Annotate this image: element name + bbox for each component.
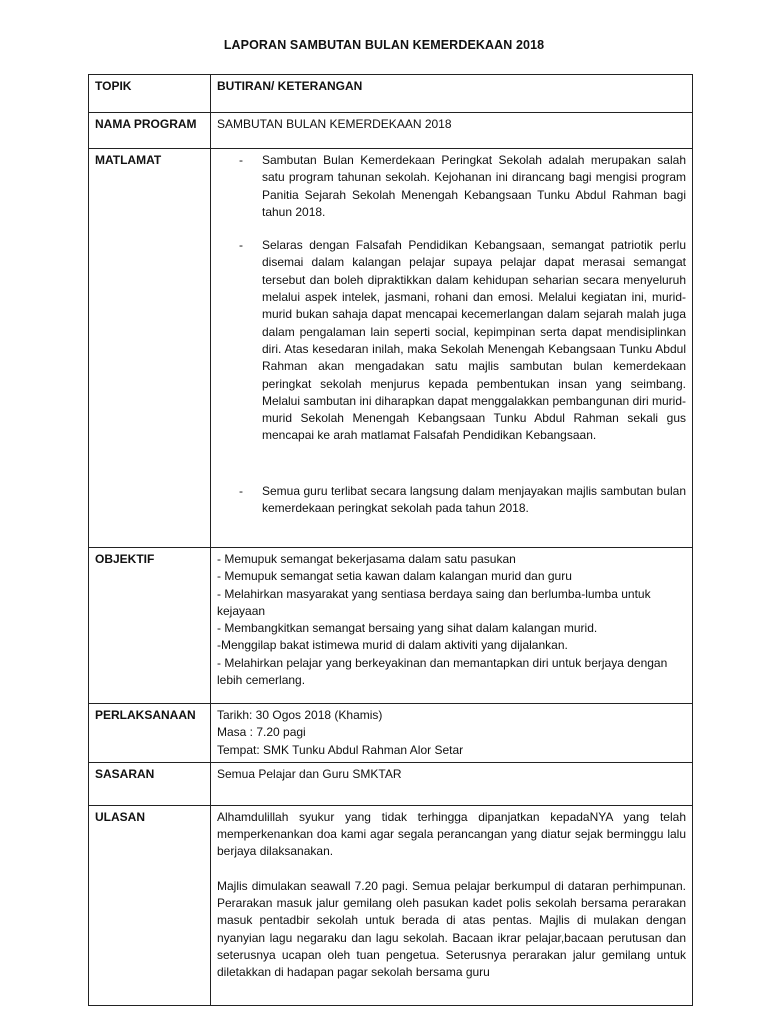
matlamat-label: MATLAMAT	[89, 149, 211, 548]
table-row-objektif	[89, 548, 693, 704]
matlamat-bullet	[239, 483, 686, 518]
bullet-dash: -	[239, 238, 243, 253]
table-row-sasaran	[89, 762, 693, 805]
report-title: LAPORAN SAMBUTAN BULAN KEMERDEKAAN 2018	[223, 38, 545, 52]
objektif-line: - Membangkitkan semangat bersaing yang sihat dalam kalangan murid.	[217, 621, 598, 636]
table-row-matlamat	[89, 149, 693, 548]
header-value: BUTIRAN/ KETERANGAN	[211, 75, 693, 113]
perlaksanaan-value	[211, 704, 693, 763]
table-row-nama-program	[89, 113, 693, 149]
matlamat-bullet-text-3: Semua guru terlibat secara langsung dalam menjayakan majlis sambutan bulan kemerdekaan peringkat sekolah pada tahun 2018.	[262, 483, 686, 516]
perlaksanaan-line: Tempat: SMK Tunku Abdul Rahman Alor Setar	[217, 742, 464, 757]
objektif-line: - Memupuk semangat setia kawan dalam kalangan murid dan guru	[217, 569, 572, 584]
perlaksanaan-label: PERLAKSANAAN	[89, 704, 211, 763]
header-label: TOPIK	[89, 75, 211, 113]
table-row-perlaksanaan	[89, 704, 693, 763]
table-row-ulasan	[89, 805, 693, 1005]
objektif-line: - Memupuk semangat bekerjasama dalam satu pasukan	[217, 552, 516, 566]
sasaran-label: SASARAN	[89, 762, 211, 805]
matlamat-bullet-text-1: Sambutan Bulan Kemerdekaan Peringkat Sekolah adalah merupakan salah satu program tahunan sekolah. Kejohanan ini dirancang bagi mengisi program Panitia Sejarah Sekolah Menengah Kebangsaan Tunku Abdul Rahman bagi tahun 2018.	[262, 153, 686, 219]
objektif-line: - Melahirkan masyarakat yang sentiasa berdaya saing dan berlumba-lumba untuk kejayaan	[217, 586, 651, 618]
objektif-value	[211, 548, 693, 704]
perlaksanaan-line: Tarikh: 30 Ogos 2018 (Khamis)	[217, 708, 383, 722]
objektif-line: -Menggilap bakat istimewa murid di dalam aktiviti yang dijalankan.	[217, 638, 568, 653]
ulasan-paragraph: Alhamdulillah syukur yang tidak terhingga dipanjatkan kepadaNYA yang telah memperkenankan doa kami agar segala perancangan yang diatur sejak berminggu lalu berjaya dilaksanakan.	[217, 809, 686, 859]
objektif-label: OBJEKTIF	[89, 548, 211, 704]
sasaran-value: Semua Pelajar dan Guru SMKTAR	[211, 762, 693, 805]
nama-program-label: NAMA PROGRAM	[89, 113, 211, 149]
matlamat-bullet	[239, 237, 686, 445]
ulasan-label: ULASAN	[89, 805, 211, 1005]
report-table	[88, 74, 693, 1006]
matlamat-bullet	[239, 152, 686, 221]
bullet-dash: -	[239, 153, 243, 167]
objektif-line: - Melahirkan pelajar yang berkeyakinan dan memantapkan diri untuk berjaya dengan lebih cemerlang.	[217, 655, 668, 688]
ulasan-paragraph: Majlis dimulakan seawall 7.20 pagi. Semua pelajar berkumpul di dataran perhimpunan. Perarakan masuk jalur gemilang oleh pasukan kadet polis sekolah bersama perarakan masuk pentadbir sekolah untuk berada di atas pentas. Majlis di mulakan dengan nyanyian lagu negaraku dan lagu sekolah. Bacaan ikrar pelajar,bacaan perutusan dan seterusnya ucapan oleh tuan pengetua. Seterusnya perarakan jalur gemilang untuk diletakkan di hadapan pagar sekolah bersama guru	[217, 878, 686, 980]
ulasan-value	[211, 805, 693, 1005]
table-row-header	[89, 75, 693, 113]
nama-program-value: SAMBUTAN BULAN KEMERDEKAAN 2018	[211, 113, 693, 149]
matlamat-value	[211, 149, 693, 548]
bullet-dash: -	[239, 483, 243, 498]
perlaksanaan-line: Masa : 7.20 pagi	[217, 725, 306, 740]
matlamat-bullet-text-2: Selaras dengan Falsafah Pendidikan Kebangsaan, semangat patriotik perlu disemai dalam kalangan pelajar supaya pelajar dapat merasai semangat tersebut dan boleh dipraktikkan dalam kehidupan seharian secara menyeluruh melalui aspek intelek, jasmani, rohani dan emosi. Melalui kegiatan ini, murid-murid bukan sahaja dapat mencapai kecemerlangan dalam sejarah malah juga dalam pengalaman lain seperti social, kepimpinan serta dapat mendisiplinkan diri. Atas kesedaran inilah, maka Sekolah Menengah Kebangsaan Tunku Abdul Rahman akan mengadakan satu majlis sambutan bulan kemerdekaan peringkat sekolah menjurus kepada pembentukan insan yang seimbang. Melalui sambutan ini diharapkan dapat menggalakkan pembangunan diri murid-murid Sekolah Menengah Kebangsaan Tunku Abdul Rahman sekali gus mencapai ke arah matlamat Falsafah Pendidikan Kebangsaan.	[262, 238, 686, 443]
